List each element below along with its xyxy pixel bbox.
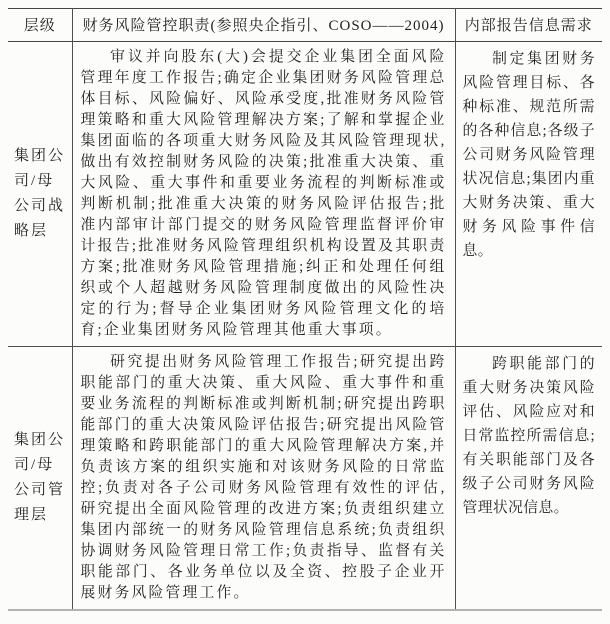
header-level: 层级	[8, 9, 72, 42]
info-needs-cell-strategic	[455, 42, 602, 347]
header-info-needs: 内部报告信息需求	[455, 9, 602, 42]
info-needs-cell-management	[455, 347, 602, 611]
level-cell-management	[8, 347, 72, 611]
table-header-row	[8, 9, 602, 42]
table-row-strategic-level	[8, 42, 602, 347]
risk-responsibility-table	[8, 8, 602, 611]
level-label: 集团公司/母公司战略层	[14, 148, 66, 239]
info-needs-text: 制定集团财务风险管理目标、各种标准、规范所需的各种信息;各级子公司财务风险管理状况信息;集团内重大财务决策、重大财务风险事件信息。	[462, 51, 595, 259]
header-duties: 财务风险管控职责(参照央企指引、COSO——2004)	[72, 9, 455, 42]
level-label: 集团公司/母公司管理层	[14, 432, 66, 523]
info-needs-text: 跨职能部门的重大财务决策风险评估、风险应对和日常监控所需信息;有关职能部门及各级子公司财务风险管理状况信息。	[462, 356, 595, 516]
level-cell-strategic	[8, 42, 72, 347]
duties-text: 审议并向股东(大)会提交企业集团全面风险管理年度工作报告;确定企业集团财务风险管理总体目标、风险偏好、风险承受度,批准财务风险管理策略和重大风险管理解决方案;了解和掌握企业集团面临的各项重大财务风险及其风险管理现状,做出有效控制财务风险的决策;批准重大决策、重大风险、重大事件和重要业务流程的判断标准或判断机制;批准重大决策的财务风险评估报告;批准内部审计部门提交的财务风险管理监督评价审计报告;批准财务风险管理组织机构设置及其职责方案;批准财务风险管理措施;纠正和处理任何组织或个人超越财务风险管理制度做出的风险性决定的行为;督导企业集团财务风险管理文化的培育;企业集团财务风险管理其他重大事项。	[80, 49, 447, 338]
duties-cell-management	[72, 347, 455, 611]
duties-cell-strategic	[72, 42, 455, 347]
table-row-management-level	[8, 347, 602, 611]
duties-text: 研究提出财务风险管理工作报告;研究提出跨职能部门的重大决策、重大风险、重大事件和重要业务流程的判断标准或判断机制;研究提出跨职能部门的重大决策风险评估报告;研究提出风险管理策略和跨职能部门的重大风险管理解决方案,并负责该方案的组织实施和对该财务风险的日常监控;负责对各子公司财务风险管理有效性的评估,研究提出全面风险管理的改进方案;负责组织建立集团内部统一的财务风险管理信息系统;负责组织协调财务风险管理日常工作;负责指导、监督有关职能部门、各业务单位以及全资、控股子企业开展财务风险管理工作。	[80, 354, 447, 601]
